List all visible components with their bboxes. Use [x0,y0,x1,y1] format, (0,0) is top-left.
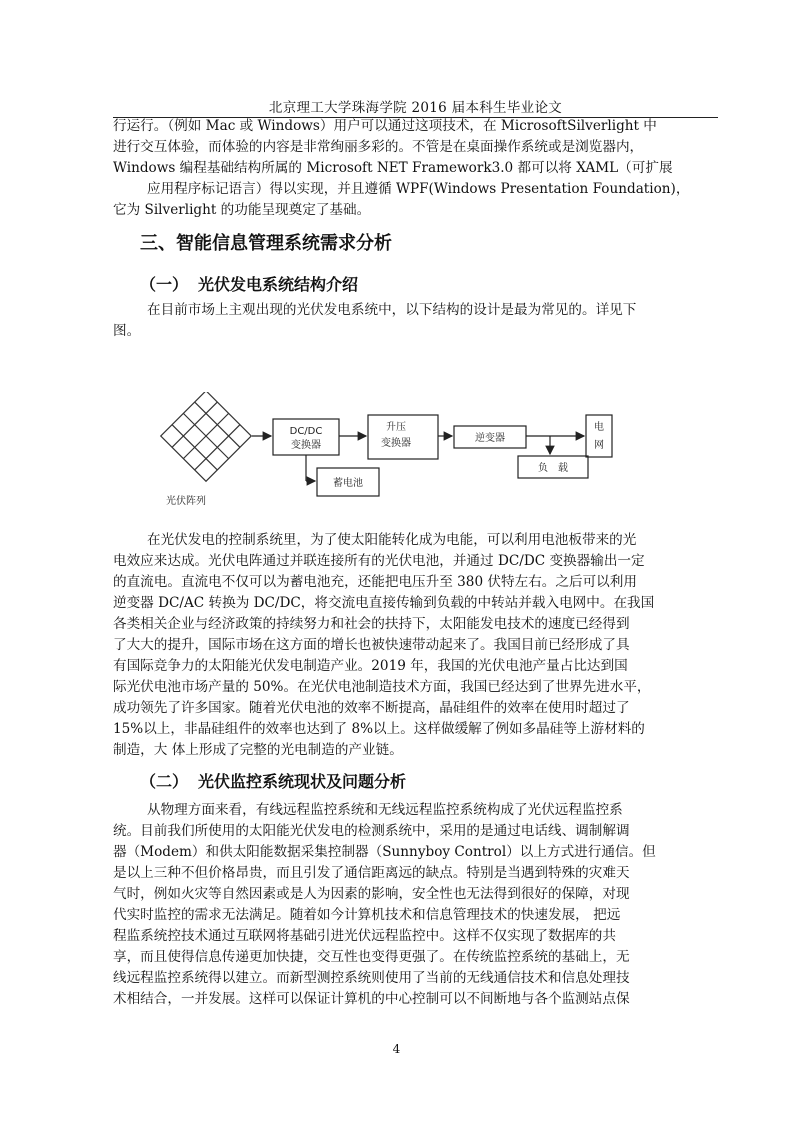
load-label: 负 载 [538,463,568,474]
text-line: 有国际竞争力的太阳能光伏发电制造产业。2019 年，我国的光伏电池产量占比达到国 [113,658,628,674]
grid-label-line1: 电 [594,422,604,433]
section-heading: 三、智能信息管理系统需求分析 [140,233,392,254]
paragraph-silverlight [113,116,718,221]
text-line: 成功领先了许多国家。随着光伏电池的效率不断提高，晶硅组件的效率在使用时超过了 [113,700,630,716]
pv-array-label: 光伏阵列 [166,496,206,507]
text-line: 际光伏电池市场产量的 50%。在光伏电池制造技术方面，我国已经达到了世界先进水平， [113,679,651,695]
subsection-number: （一） [140,275,189,294]
page-number: 4 [392,1042,401,1056]
text-line: 的直流电。直流电不仅可以为蓄电池充，还能把电压升至 380 伏特左右。之后可以利用 [113,574,637,590]
boost-label-line2: 变换器 [381,438,411,449]
text-line: 术相结合，一并发展。这样可以保证计算机的中心控制可以不间断地与各个监测站点保 [113,991,630,1007]
text-line: 是以上三种不但价格昂贵，而且引发了通信距离远的缺点。特别是当遇到特殊的灾难天 [113,865,630,881]
text-line: 在光伏发电的控制系统里，为了使太阳能转化成为电能，可以利用电池板带来的光 [147,532,637,548]
text-line: 逆变器 DC/AC 转换为 DC/DC，将交流电直接传输到负载的中转站并载入电网中。在我国 [113,595,655,611]
battery-label: 蓄电池 [333,478,363,489]
text-line: 应用程序标记语言）得以实现，并且遵循 WPF(Windows Presentation Foundation)， [147,181,690,197]
dcdc-label-line1: DC/DC [289,426,323,437]
text-line: 15%以上，非晶硅组件的效率也达到了 8%以上。这样做缓解了例如多晶硅等上游材料的 [113,721,645,737]
subsection-title: 光伏发电系统结构介绍 [198,275,359,294]
dcdc-label-line2: 变换器 [291,440,321,451]
text-line: 制造，大 体上形成了完整的光电制造的产业链。 [113,742,403,758]
paragraph-intro [113,300,718,342]
paragraph-monitoring [113,800,718,1010]
subsection-heading-2 [140,769,406,792]
paragraph-control-system [113,530,718,761]
subsection-heading-1 [140,272,358,295]
text-line: 器（Modem）和供太阳能数据采集控制器（Sunnyboy Control）以上方式进行通信。但 [113,844,656,860]
text-line: 线远程监控系统得以建立。而新型测控系统则使用了当前的无线通信技术和信息处理技 [113,970,630,986]
text-line: 代实时监控的需求无法满足。随着如今计算机技术和信息管理技术的快速发展， 把远 [113,907,621,923]
text-line: 电效应来达成。光伏电阵通过并联连接所有的光伏电池，并通过 DC/DC 变换器输出一定 [113,553,645,569]
text-line: 图。 [113,323,141,339]
grid-label-line2: 网 [594,440,604,451]
text-line: 从物理方面来看，有线远程监控系统和无线远程监控系统构成了光伏远程监控系 [147,802,623,818]
pv-system-diagram [158,392,638,520]
inverter-label: 逆变器 [475,433,505,444]
text-line: 程监系统控技术通过互联网将基础引进光伏远程监控中。这样不仅实现了数据库的共 [113,928,616,944]
pv-array-icon [161,392,252,481]
page-header: 北京理工大学珠海学院 2016 届本科生毕业论文 [268,100,563,116]
text-line: 行运行。（例如 Mac 或 Windows）用户可以通过这项技术，在 MicrosoftSilverlight 中 [113,118,657,134]
boost-label-line1: 升压 [386,422,406,433]
subsection-title: 光伏监控系统现状及问题分析 [198,772,407,791]
text-line: 统。目前我们所使用的太阳能光伏发电的检测系统中，采用的是通过电话线、调制解调 [113,823,630,839]
text-line: 进行交互体验，而体验的内容是非常绚丽多彩的。不管是在桌面操作系统或是浏览器内， [113,139,644,155]
text-line: 气时，例如火灾等自然因素或是人为因素的影响，安全性也无法得到很好的保障，对现 [113,886,630,902]
text-line: Windows 编程基础结构所属的 Microsoft NET Framework3.0 都可以将 XAML（可扩展 [113,160,673,176]
text-line: 了大大的提升，国际市场在这方面的增长也被快速带动起来了。我国目前已经形成了具 [113,637,630,653]
subsection-number: （二） [140,772,189,791]
text-line: 在目前市场上主观出现的光伏发电系统中，以下结构的设计是最为常见的。详见下 [147,302,637,318]
text-line: 它为 Silverlight 的功能呈现奠定了基础。 [113,202,371,218]
text-line: 享，而且使得信息传递更加快捷，交互性也变得更强了。在传统监控系统的基础上，无 [113,949,630,965]
text-line: 各类相关企业与经济政策的持续努力和社会的扶持下，太阳能发电技术的速度已经得到 [113,616,630,632]
